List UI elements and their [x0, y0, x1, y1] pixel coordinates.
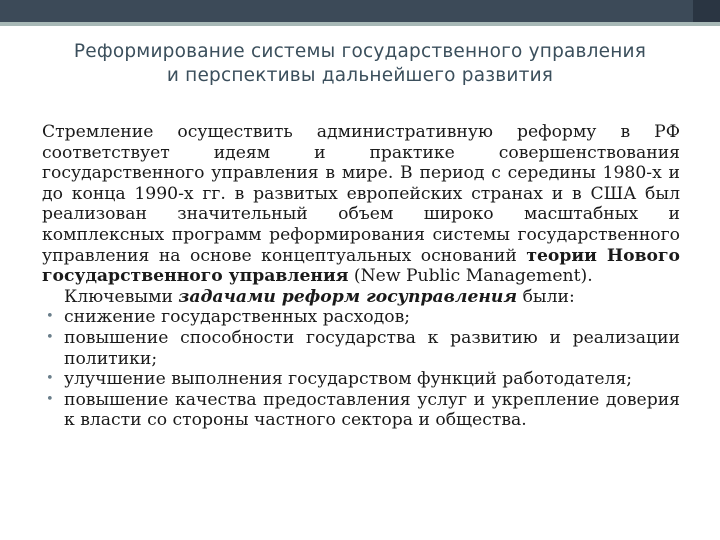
- list-item: [42, 390, 680, 431]
- list-item-text: повышение способности государства к развитию и реализации политики;: [64, 327, 680, 369]
- lead-emphasis: задачами реформ госуправления: [178, 286, 518, 307]
- intro-bold-term: теории Нового государственного управления: [42, 245, 680, 287]
- bullet-icon: •: [46, 309, 54, 325]
- bullet-icon: •: [46, 329, 54, 345]
- header-accent-stripe: [0, 22, 720, 26]
- intro-tail: (New Public Management).: [348, 266, 593, 287]
- slide-title-line-1: Реформирование системы государственного управления: [73, 41, 647, 62]
- bullet-icon: •: [46, 371, 54, 387]
- lead-line: [42, 287, 680, 308]
- list-item: [42, 307, 680, 328]
- header-bar: [0, 0, 720, 22]
- lead-prefix: Ключевыми: [64, 286, 179, 307]
- header-bar-corner: [693, 0, 720, 22]
- list-item-text: повышение качества предоставления услуг и укрепление доверия к власти со стороны частного сектора и общества.: [64, 389, 680, 431]
- lead-suffix: были:: [517, 286, 575, 307]
- task-list: [42, 307, 680, 431]
- intro-text: Стремление осуществить административную реформу в РФ соответствует идеям и практике совершенствования государственного управления в мире. В период с середины 1980-х и до конца 1990-х гг. в развитых европейских странах и в США был реализован значительный объем широко масштабных и комплексных программ реформирования системы государственного управления на основе концептуальных оснований: [42, 122, 680, 266]
- list-item: [42, 328, 680, 369]
- list-item-text: улучшение выполнения государством функций работодателя;: [64, 369, 633, 390]
- list-item: [42, 369, 680, 390]
- slide-body: [42, 122, 680, 431]
- slide-title: [18, 40, 702, 88]
- bullet-icon: •: [46, 391, 54, 407]
- list-item-text: снижение государственных расходов;: [64, 307, 411, 328]
- slide-title-line-2: и перспективы дальнейшего развития: [166, 65, 554, 86]
- intro-paragraph: [42, 122, 680, 287]
